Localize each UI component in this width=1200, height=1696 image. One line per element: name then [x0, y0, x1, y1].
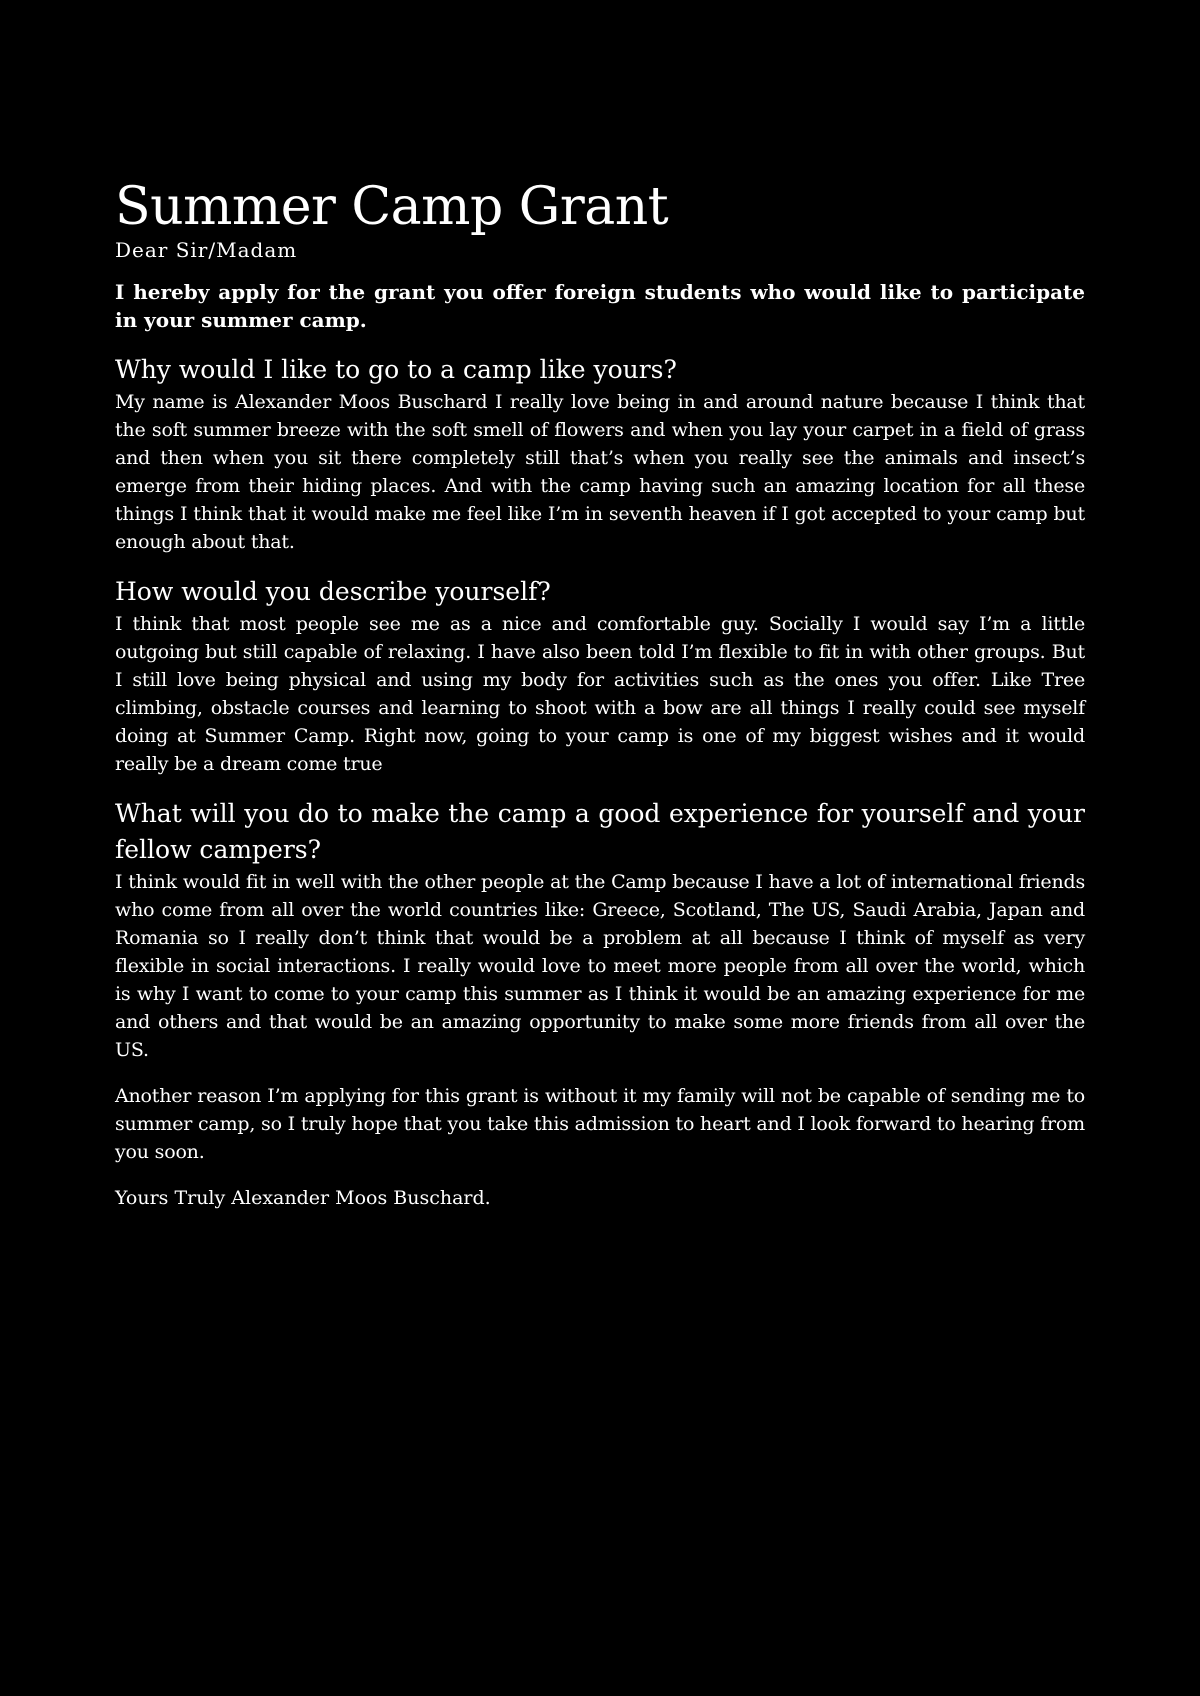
section-paragraph-describe: I think that most people see me as a nice and comfortable guy. Socially I would say I’m a little outgoing but still capable of relaxing. I have also been told I’m flexible to fit in with other groups. But I still love being physical and using my body for activities such as the ones you offer. Like Tree climbing, obstacle courses and learning to shoot with a bow are all things I really could see myself doing at Summer Camp. Right now, going to your camp is one of my biggest wishes and it would really be a dream come true [115, 613, 1085, 775]
salutation: Dear Sir/Madam [115, 238, 298, 262]
intro-paragraph: I hereby apply for the grant you offer foreign students who would like to participate in your summer camp. [115, 280, 1085, 332]
closing-paragraph: Another reason I’m applying for this grant is without it my family will not be capable of sending me to summer camp, so I truly hope that you take this admission to heart and I look forward to hearing from you soon. [115, 1085, 1085, 1163]
section-heading-experience: What will you do to make the camp a good experience for yourself and your fellow campers? [115, 799, 1085, 864]
section-heading-describe: How would you describe yourself? [115, 577, 551, 606]
section-paragraph-experience: I think would fit in well with the other people at the Camp because I have a lot of international friends who come from all over the world countries like: Greece, Scotland, The US, Saudi Arabia, Japan and Romania so I really don’t think that would be a problem at all because I think of myself as very flexible in social interactions. I really would love to meet more people from all over the world, which is why I want to come to your camp this summer as I think it would be an amazing experience for me and others and that would be an amazing opportunity to make some more friends from all over the US. [115, 871, 1085, 1061]
letter-page [115, 178, 1085, 1212]
sign-off: Yours Truly Alexander Moos Buschard. [115, 1187, 491, 1209]
page-title: Summer Camp Grant [115, 177, 669, 237]
section-heading-why: Why would I like to go to a camp like yours? [115, 355, 677, 384]
section-paragraph-why: My name is Alexander Moos Buschard I really love being in and around nature because I think that the soft summer breeze with the soft smell of flowers and when you lay your carpet in a field of grass and then when you sit there completely still that’s when you really see the animals and insect’s emerge from their hiding places. And with the camp having such an amazing location for all these things I think that it would make me feel like I’m in seventh heaven if I got accepted to your camp but enough about that. [115, 391, 1085, 553]
